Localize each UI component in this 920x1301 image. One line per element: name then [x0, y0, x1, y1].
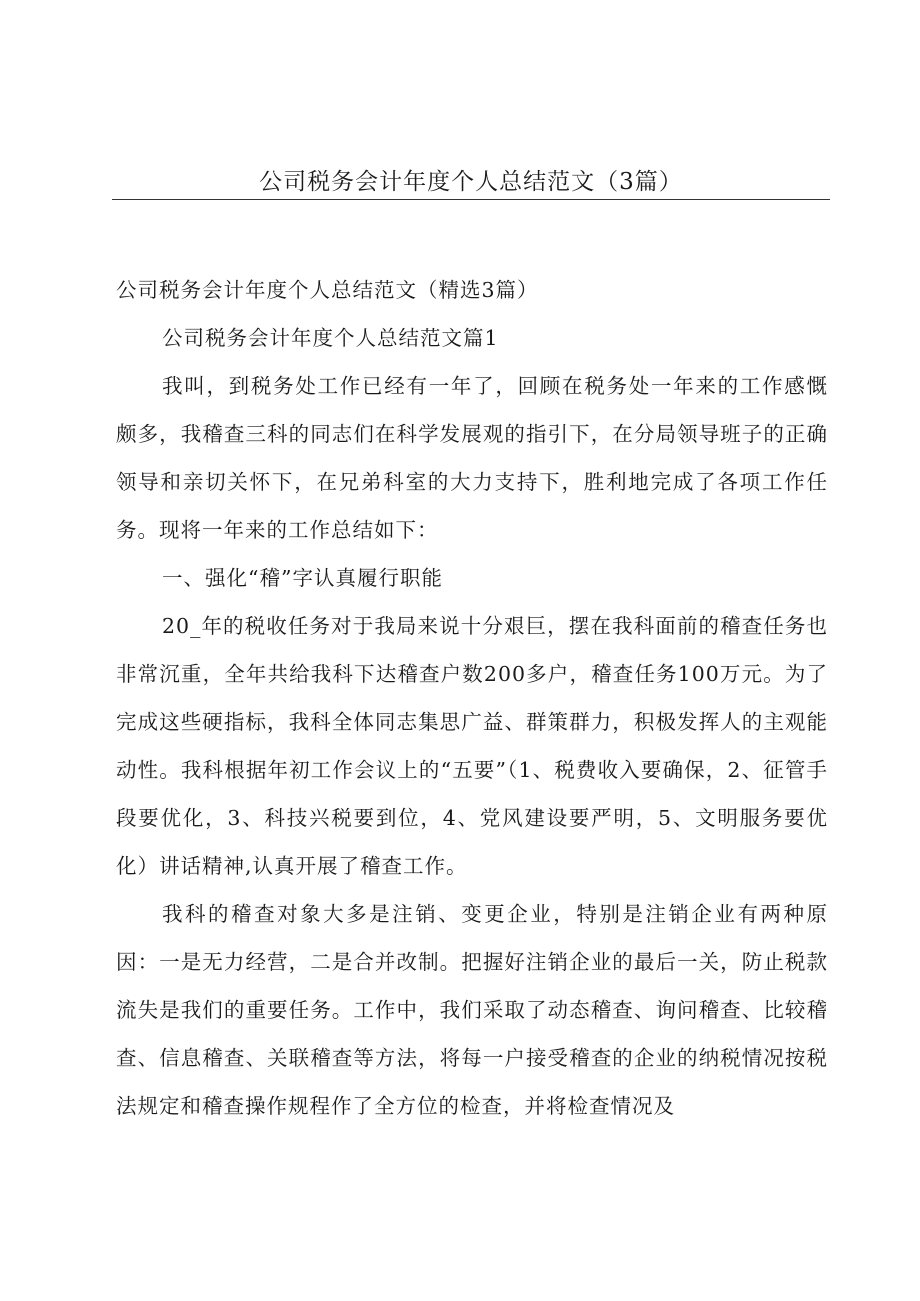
paragraph-heading: 一、强化“稽”字认真履行职能 — [162, 566, 443, 590]
document-body — [116, 266, 828, 1130]
paragraph: 我科的稽查对象大多是注销、变更企业，特别是注销企业有两种原因：一是无力经营，二是合并改制。把握好注销企业的最后一关，防止税款流失是我们的重要任务。工作中，我们采取了动态稽查、询问稽查、比较稽查、信息稽查、关联稽查等方法，将每一户接受稽查的企业的纳税情况按税法规定和稽查操作规程作了全方位的检查，并将检查情况及 — [116, 902, 828, 1118]
title-underline — [112, 199, 830, 200]
document-title: 公司税务会计年度个人总结范文（3篇） — [259, 169, 683, 195]
paragraph: 20_年的税收任务对于我局来说十分艰巨，摆在我科面前的稽查任务也非常沉重，全年共给我科下达稽查户数200多户，稽查任务100万元。为了完成这些硬指标，我科全体同志集思广益、群策群力，积极发挥人的主观能动性。我科根据年初工作会议上的“五要”（1、税费收入要确保，2、征管手段要优化，3、科技兴税要到位，4、党风建设要严明，5、文明服务要优化）讲话精神,认真开展了稽查工作。 — [116, 614, 828, 878]
paragraph: 我叫，到税务处工作已经有一年了，回顾在税务处一年来的工作感慨颇多，我稽查三科的同志们在科学发展观的指引下，在分局领导班子的正确领导和亲切关怀下，在兄弟科室的大力支持下，胜利地完成了各项工作任务。现将一年来的工作总结如下： — [116, 374, 828, 542]
section-heading: 公司税务会计年度个人总结范文篇1 — [162, 326, 499, 350]
document-subtitle: 公司税务会计年度个人总结范文（精选3篇） — [116, 278, 539, 302]
